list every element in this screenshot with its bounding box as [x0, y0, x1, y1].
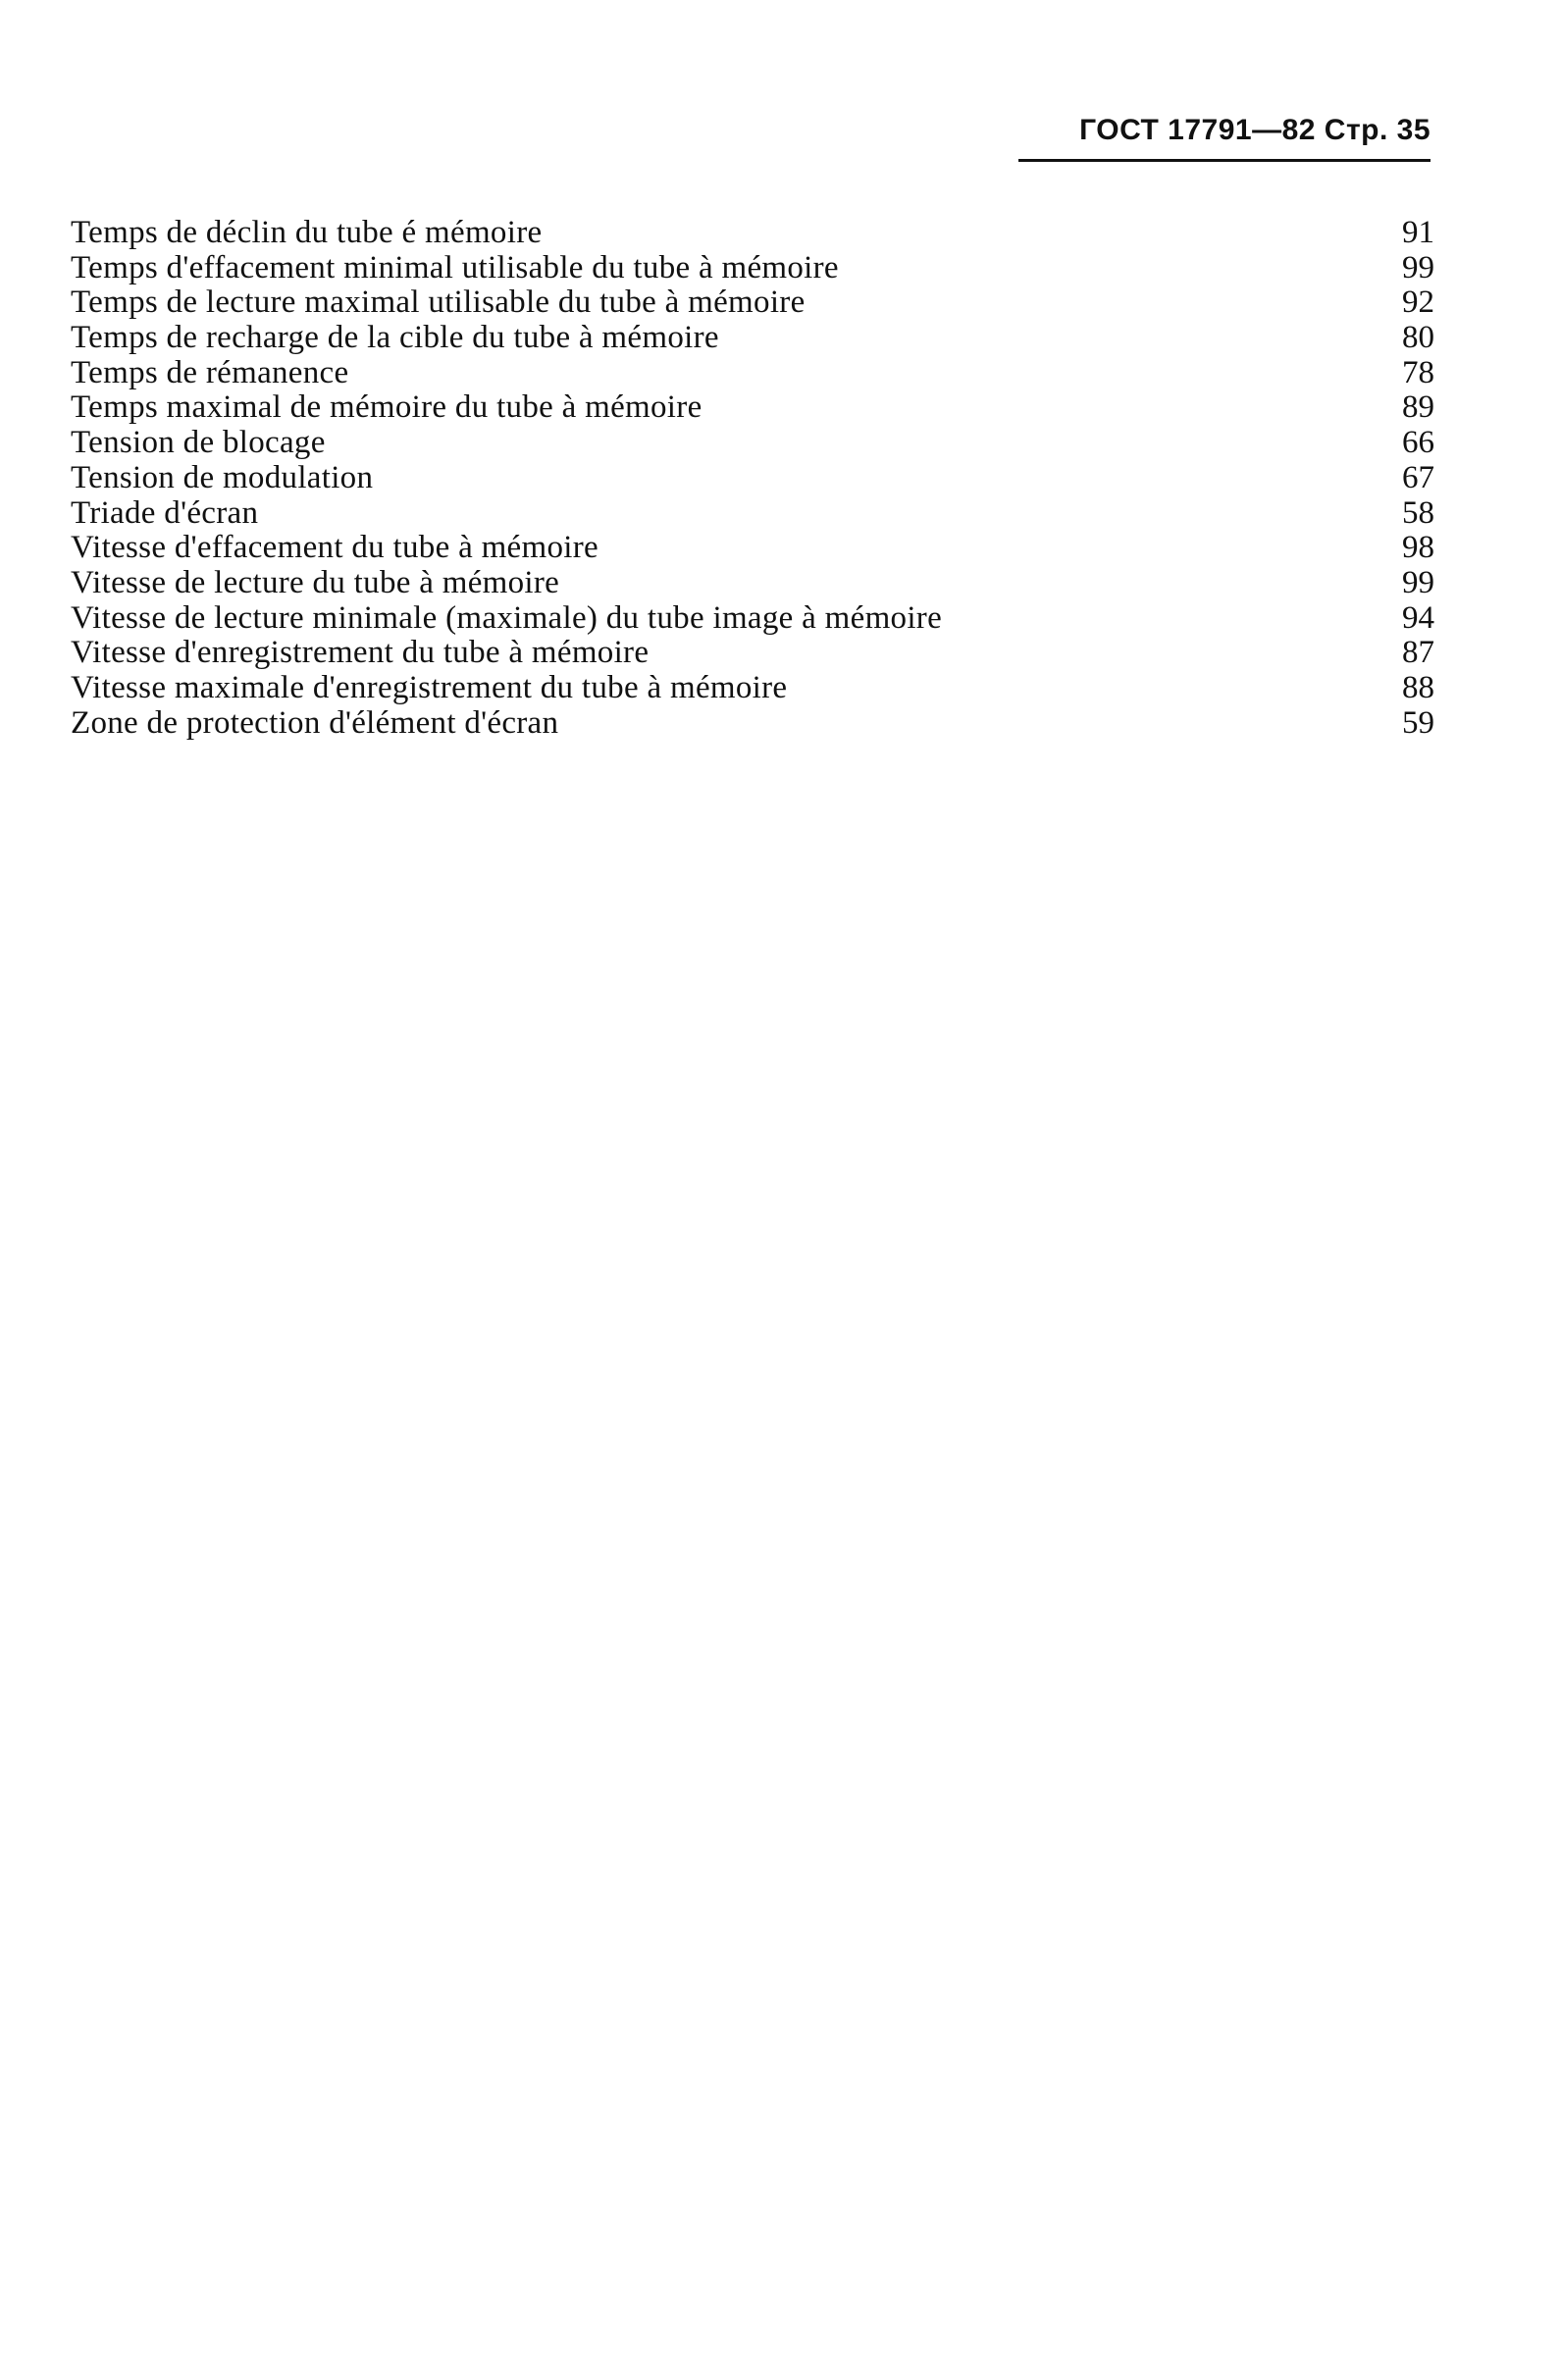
index-row: [71, 531, 1434, 566]
index-term: Temps maximal de mémoire du tube à mémoire: [71, 389, 702, 426]
index-row: [71, 216, 1434, 251]
index-page-number: 91: [1402, 215, 1434, 250]
index-page-number: 99: [1402, 249, 1434, 285]
index-term: Tension de modulation: [71, 459, 374, 495]
index-page-number: 88: [1402, 669, 1434, 705]
index-row: [71, 461, 1434, 496]
page-header: ГОСТ 17791—82 Стр. 35: [1079, 114, 1431, 146]
index-term: Vitesse d'effacement du tube à mémoire: [71, 530, 598, 566]
index-term: Tension de blocage: [71, 425, 326, 461]
term-index: [71, 216, 1434, 741]
index-row: [71, 671, 1434, 706]
index-term: Temps de recharge de la cible du tube à mémoire: [71, 320, 719, 356]
index-page-number: 87: [1402, 635, 1434, 671]
index-row: [71, 426, 1434, 461]
index-page-number: 66: [1402, 425, 1434, 461]
index-term: Temps de déclin du tube é mémoire: [71, 215, 543, 250]
index-term: Temps de lecture maximal utilisable du tube à mémoire: [71, 285, 806, 321]
index-term: Temps de rémanence: [71, 354, 349, 390]
index-row: [71, 496, 1434, 532]
index-row: [71, 566, 1434, 601]
index-row: [71, 321, 1434, 356]
index-page-number: 67: [1402, 459, 1434, 495]
index-term: Vitesse de lecture minimale (maximale) du tube image à mémoire: [71, 599, 943, 636]
index-term: Vitesse de lecture du tube à mémoire: [71, 564, 560, 600]
index-page-number: 58: [1402, 494, 1434, 531]
index-row: [71, 390, 1434, 426]
index-term: Vitesse maximale d'enregistrement du tube à mémoire: [71, 669, 788, 705]
index-page-number: 59: [1402, 704, 1434, 741]
index-row: [71, 251, 1434, 286]
index-term: Vitesse d'enregistrement du tube à mémoire: [71, 635, 650, 671]
index-row: [71, 601, 1434, 637]
index-row: [71, 285, 1434, 321]
index-page-number: 89: [1402, 389, 1434, 426]
index-term: Temps d'effacement minimal utilisable du tube à mémoire: [71, 249, 839, 285]
index-term: Triade d'écran: [71, 494, 259, 531]
index-page-number: 80: [1402, 320, 1434, 356]
index-row: [71, 706, 1434, 742]
index-page-number: 99: [1402, 564, 1434, 600]
index-row: [71, 636, 1434, 671]
index-page-number: 78: [1402, 354, 1434, 390]
index-page-number: 92: [1402, 285, 1434, 321]
index-term: Zone de protection d'élément d'écran: [71, 704, 559, 741]
index-page-number: 94: [1402, 599, 1434, 636]
header-rule: [1018, 159, 1431, 162]
index-page-number: 98: [1402, 530, 1434, 566]
index-row: [71, 356, 1434, 391]
